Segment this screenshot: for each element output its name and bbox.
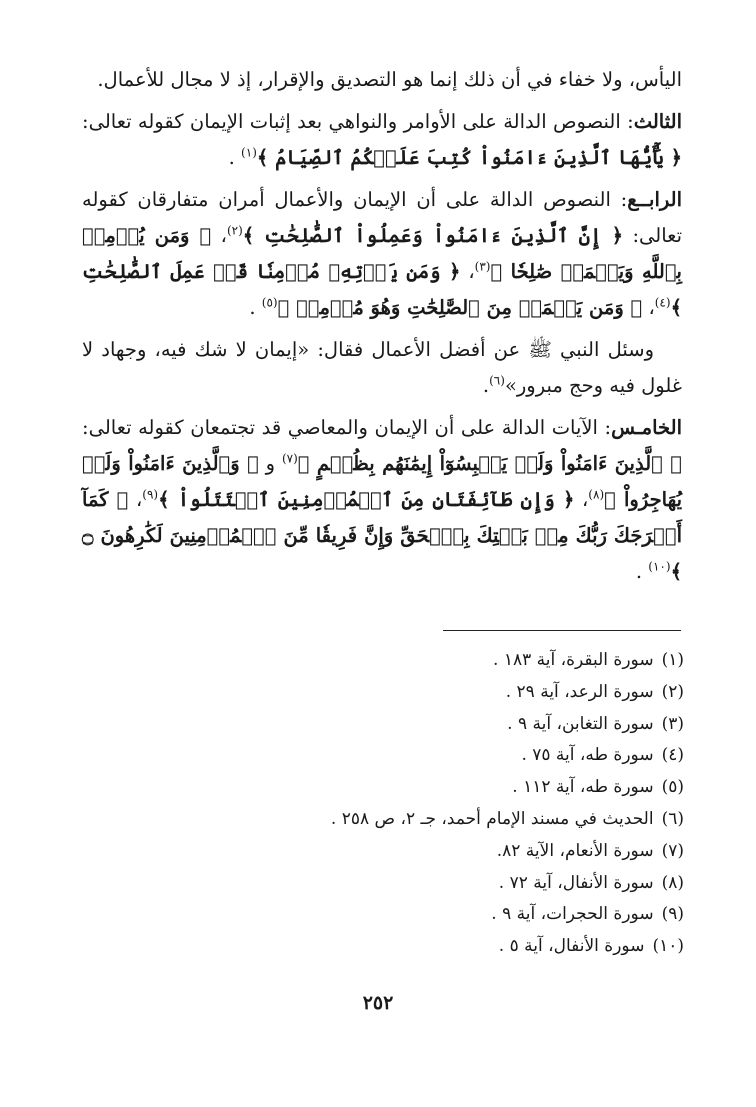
paragraph-fifth xyxy=(82,410,682,590)
footnote-text: سورة التغابن، آية ٩ . xyxy=(507,713,654,734)
footnote-text: سورة الرعد، آية ٢٩ . xyxy=(505,681,654,702)
footnote-ref: (٦) xyxy=(489,373,505,388)
footnote-text: سورة الأنعام، الآية ٨٢. xyxy=(496,840,654,861)
separator: ، xyxy=(220,224,227,247)
separator: ، xyxy=(135,488,143,511)
footnote-number: (٢) xyxy=(661,681,684,702)
punctuation: . xyxy=(482,374,490,397)
quran-verse: ﴿ وَمَن يَأۡتِهِۦ مُؤۡمِنٗا قَدۡ عَمِلَ ٱلصَّٰلِحَٰتِ ﴾ xyxy=(82,260,682,319)
footnote-item xyxy=(84,931,684,963)
footnote-number: (١٠) xyxy=(652,936,684,957)
footnote-number: (٦) xyxy=(661,808,684,829)
quran-verse: ﴿ كَمَآ أَخۡرَجَكَ رَبُّكَ مِنۢ بَيۡتِكَ بِٱلۡحَقِّ وَإِنَّ فَرِيقٗا مِّنَ ٱلۡمُؤۡمِنِينَ لَكَٰرِهُونَ ۝ ﴾ xyxy=(82,488,682,583)
footnotes-list xyxy=(84,645,684,963)
separator: ، xyxy=(582,488,589,511)
hadith-text: وسئل النبي ﷺ عن أفضل الأعمال فقال: «إيمان لا شك فيه، وجهاد لا غلول فيه وحج مبرور» xyxy=(82,338,682,397)
footnote-item xyxy=(84,899,684,931)
punctuation: . xyxy=(249,296,256,319)
footnote-ref: (١٠) xyxy=(648,559,671,574)
footnote-number: (٤) xyxy=(661,745,684,766)
quran-verse: ﴿ وَإِن طَآئِفَتَانِ مِنَ ٱلۡمُؤۡمِنِينَ ٱقۡتَتَلُواْ ﴾ xyxy=(158,488,575,511)
footnote-item xyxy=(84,836,684,868)
footnote-ref: (٢) xyxy=(226,223,243,238)
section-label-fourth: الرابــع xyxy=(627,188,682,211)
paragraph-third xyxy=(82,104,682,176)
page-number: ٢٥٢ xyxy=(362,992,394,1014)
fifth-text: : الآيات الدالة على أن الإيمان والمعاصي قد تجتمعان كقوله تعالى: xyxy=(82,416,612,439)
footnote-ref: (٨) xyxy=(588,487,605,502)
footnote-item xyxy=(84,868,684,900)
separator: و xyxy=(265,452,276,475)
third-text: : النصوص الدالة على الأوامر والنواهي بعد إثبات الإيمان كقوله تعالى: xyxy=(82,110,634,133)
quran-verse: ﴿ وَمَن يَعۡمَلۡ مِنَ ٱلصَّٰلِحَٰتِ وَهُوَ مُؤۡمِنٞ ﴾ xyxy=(277,296,643,319)
main-text xyxy=(82,62,682,596)
footnote-ref: (٣) xyxy=(474,259,491,274)
quran-verse: ﴿ وَمَن يُؤۡمِنۢ بِٱللَّهِ وَيَعۡمَلۡ صَٰلِحٗا ﴾ xyxy=(82,224,682,283)
footnote-text: الحديث في مسند الإمام أحمد، جـ ٢، ص ٢٥٨ . xyxy=(330,808,654,829)
footnote-number: (٧) xyxy=(661,840,684,861)
paragraph-fourth xyxy=(82,182,682,326)
paragraph-hadith xyxy=(82,332,682,404)
footnote-text: سورة الأنفال، آية ٧٢ . xyxy=(498,872,654,893)
footnote-item xyxy=(84,804,684,836)
footnote-text: سورة البقرة، آية ١٨٣ . xyxy=(493,650,654,670)
separator: ، xyxy=(468,260,475,283)
footnote-number: (١) xyxy=(661,650,684,670)
fourth-text: : النصوص الدالة على أن الإيمان والأعمال أمران متفارقان كقوله تعالى: xyxy=(82,188,683,247)
footnote-text: سورة طه، آية ١١٢ . xyxy=(512,777,654,798)
footnote-number: (٩) xyxy=(661,904,684,925)
footnote-ref: (١) xyxy=(241,145,257,160)
footnote-number: (٥) xyxy=(661,777,684,798)
paragraph-1-line-1: اليأس، ولا خفاء في أن ذلك إنما هو التصديق والإقرار، إذ لا مجال xyxy=(170,68,682,91)
punctuation: . xyxy=(228,146,235,169)
footnote-item xyxy=(84,645,684,677)
quran-verse: ﴿ وَٱلَّذِينَ ءَامَنُواْ وَلَمۡ يُهَاجِرُواْ ﴾ xyxy=(82,452,683,511)
footnote-ref: (٤) xyxy=(654,295,671,310)
footnote-item xyxy=(84,772,684,804)
footnote-text: سورة الحجرات، آية ٩ . xyxy=(491,904,654,925)
separator: ، xyxy=(648,296,655,319)
footnote-item xyxy=(84,709,684,741)
footnote-ref: (٧) xyxy=(281,451,298,466)
quran-verse: ﴿ ٱلَّذِينَ ءَامَنُواْ وَلَمۡ يَلۡبِسُوٓاْ إِيمَٰنَهُم بِظُلۡمٍ ﴾ xyxy=(297,452,682,475)
footnote-ref: (٩) xyxy=(142,487,159,502)
quran-verse: ﴿ يَٰٓأَيُّهَا ٱلَّذِينَ ءَامَنُواْ كُتِبَ عَلَيۡكُمُ ٱلصِّيَامُ ﴾ xyxy=(256,146,682,169)
paragraph-1 xyxy=(82,62,682,98)
section-label-third: الثالث xyxy=(633,110,682,133)
punctuation: . xyxy=(635,560,643,583)
footnote-number: (٣) xyxy=(661,713,684,734)
footnote-number: (٨) xyxy=(661,872,684,893)
quran-verse: ﴿ إِنَّ ٱلَّذِينَ ءَامَنُواْ وَعَمِلُواْ ٱلصَّٰلِحَٰتِ ﴾ xyxy=(242,224,623,247)
footnote-divider xyxy=(443,630,681,631)
footnote-item xyxy=(84,677,684,709)
footnote-text: سورة طه، آية ٧٥ . xyxy=(521,745,654,766)
footnote-item xyxy=(84,740,684,772)
footnote-text: سورة الأنفال، آية ٥ . xyxy=(498,936,645,957)
paragraph-1-line-2: للأعمال. xyxy=(97,68,165,91)
footnote-ref: (٥) xyxy=(261,295,278,310)
section-label-fifth: الخامـس xyxy=(611,416,682,439)
